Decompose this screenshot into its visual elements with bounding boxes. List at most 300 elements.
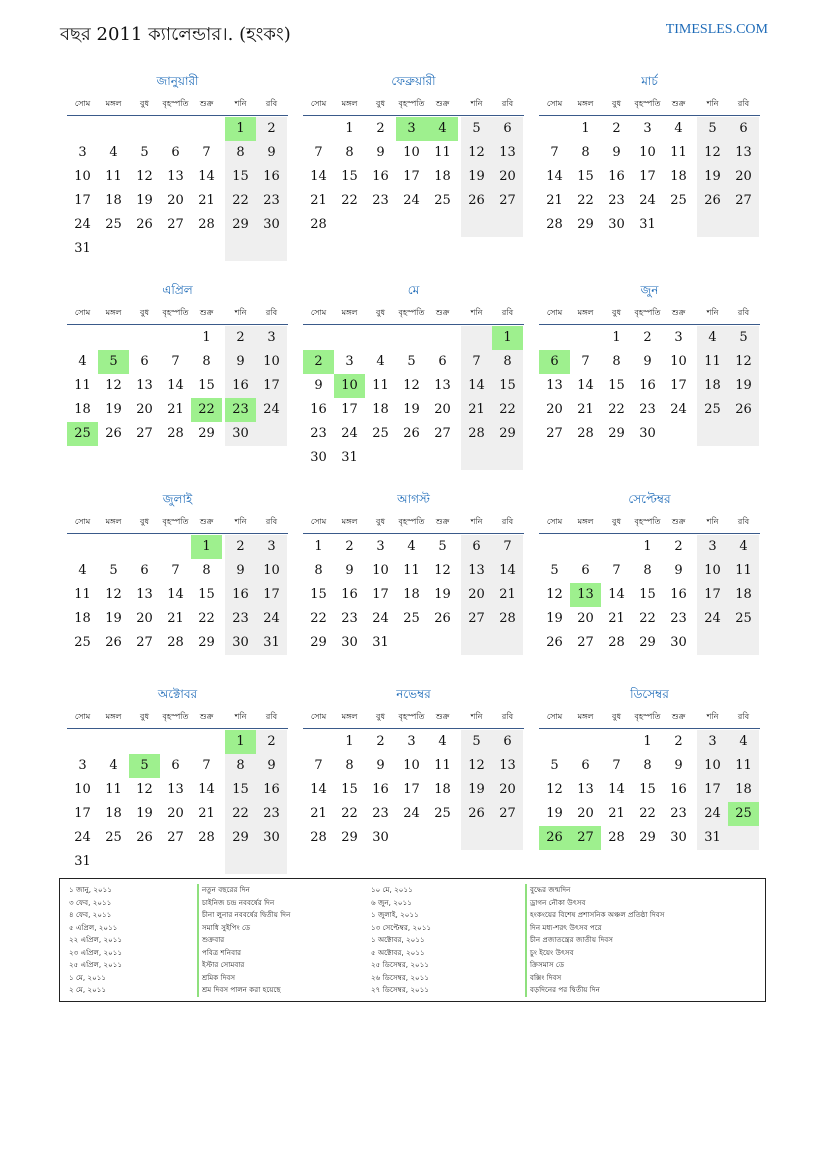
weekday-label: সোম <box>546 517 563 526</box>
day-cell: 18 <box>74 611 91 626</box>
day-cell: 29 <box>499 426 516 441</box>
day-cell: 9 <box>376 145 385 160</box>
day-cell: 17 <box>74 806 91 821</box>
day-cell: 25 <box>434 806 451 821</box>
weekday-label: রবি <box>265 712 278 721</box>
weekday-label: রবি <box>501 99 514 108</box>
day-cell: 12 <box>546 782 563 797</box>
holiday-day-cell: 3 <box>396 117 427 141</box>
legend-date: ৬ জুন, ২০১১ <box>371 897 412 907</box>
day-cell: 29 <box>608 426 625 441</box>
day-cell: 29 <box>232 217 249 232</box>
day-cell: 8 <box>643 563 652 578</box>
day-cell: 3 <box>345 354 354 369</box>
header-rule <box>539 115 760 116</box>
day-cell: 11 <box>704 354 721 369</box>
day-cell: 29 <box>639 830 656 845</box>
day-cell: 11 <box>735 758 752 773</box>
day-cell: 1 <box>314 539 323 554</box>
weekday-label: রবি <box>501 308 514 317</box>
day-cell: 10 <box>403 758 420 773</box>
day-cell: 11 <box>74 378 91 393</box>
legend-holiday-name: চীনা লুনার নববর্ষের দ্বিতীয় দিন <box>197 909 290 922</box>
header-rule <box>303 115 524 116</box>
weekday-label: রবি <box>737 99 750 108</box>
legend-holiday-name: সমাধি সুইপিং ডে <box>197 922 250 935</box>
month-name: নভেম্বর <box>396 687 431 701</box>
day-cell: 31 <box>74 854 91 869</box>
weekday-label: রবি <box>265 308 278 317</box>
day-cell: 25 <box>74 635 91 650</box>
day-cell: 31 <box>263 635 280 650</box>
day-cell: 14 <box>468 378 485 393</box>
day-cell: 7 <box>612 563 621 578</box>
day-cell: 13 <box>499 145 516 160</box>
day-cell: 20 <box>167 806 184 821</box>
weekday-label: মঙ্গল <box>577 99 594 108</box>
day-cell: 7 <box>581 354 590 369</box>
day-cell: 30 <box>310 450 327 465</box>
day-cell: 6 <box>140 563 149 578</box>
day-cell: 5 <box>550 758 559 773</box>
header-rule <box>67 533 288 534</box>
day-cell: 2 <box>236 539 245 554</box>
weekday-label: বৃহস্পতি <box>162 517 189 526</box>
day-cell: 18 <box>403 587 420 602</box>
day-cell: 9 <box>376 758 385 773</box>
day-cell: 6 <box>581 563 590 578</box>
day-cell: 4 <box>438 734 447 749</box>
day-cell: 26 <box>704 193 721 208</box>
day-cell: 7 <box>202 145 211 160</box>
legend-date: ১ জানু, ২০১১ <box>69 885 112 894</box>
day-cell: 5 <box>708 121 717 136</box>
weekday-label: বুধ <box>376 99 385 108</box>
day-cell: 21 <box>310 193 327 208</box>
holiday-day-cell: 6 <box>539 350 570 374</box>
day-cell: 25 <box>105 217 122 232</box>
day-cell: 25 <box>735 611 752 626</box>
day-cell: 14 <box>198 169 215 184</box>
day-cell: 16 <box>372 782 389 797</box>
weekday-label: মঙ্গল <box>577 517 594 526</box>
day-cell: 17 <box>704 587 721 602</box>
day-cell: 30 <box>670 830 687 845</box>
header-rule <box>67 115 288 116</box>
day-cell: 31 <box>704 830 721 845</box>
holiday-day-cell: 1 <box>225 730 256 754</box>
month-name: জুন <box>640 283 659 297</box>
day-cell: 25 <box>105 830 122 845</box>
day-cell: 5 <box>407 354 416 369</box>
day-cell: 1 <box>345 121 354 136</box>
weekday-label: শুক্র <box>671 99 686 108</box>
weekday-label: মঙ্গল <box>577 308 594 317</box>
day-cell: 4 <box>109 145 118 160</box>
day-cell: 3 <box>708 734 717 749</box>
day-cell: 17 <box>263 378 280 393</box>
day-cell: 31 <box>639 217 656 232</box>
day-cell: 22 <box>499 402 516 417</box>
day-cell: 9 <box>267 145 276 160</box>
holiday-day-cell: 27 <box>570 826 601 850</box>
day-cell: 22 <box>232 806 249 821</box>
day-cell: 12 <box>105 587 122 602</box>
weekday-label: শনি <box>706 517 719 526</box>
day-cell: 30 <box>372 830 389 845</box>
day-cell: 18 <box>704 378 721 393</box>
day-cell: 28 <box>546 217 563 232</box>
day-cell: 6 <box>438 354 447 369</box>
weekday-label: বুধ <box>376 308 385 317</box>
day-cell: 28 <box>608 635 625 650</box>
month-name: ডিসেম্বর <box>630 687 669 701</box>
weekday-label: বৃহস্পতি <box>634 712 661 721</box>
day-cell: 23 <box>232 611 249 626</box>
day-cell: 19 <box>105 402 122 417</box>
day-cell: 16 <box>263 169 280 184</box>
weekday-label: শুক্র <box>199 99 214 108</box>
day-cell: 11 <box>735 563 752 578</box>
weekday-label: সোম <box>310 99 327 108</box>
holiday-day-cell: 1 <box>191 535 222 559</box>
day-cell: 8 <box>612 354 621 369</box>
day-cell: 11 <box>670 145 687 160</box>
day-cell: 27 <box>136 426 153 441</box>
day-cell: 19 <box>704 169 721 184</box>
day-cell: 22 <box>639 806 656 821</box>
weekday-label: সোম <box>546 712 563 721</box>
day-cell: 13 <box>136 587 153 602</box>
legend-holiday-name: চীন প্রজাতন্ত্রের জাতীয় দিবস <box>525 934 613 947</box>
day-cell: 9 <box>674 563 683 578</box>
day-cell: 17 <box>341 402 358 417</box>
day-cell: 15 <box>198 587 215 602</box>
day-cell: 27 <box>434 426 451 441</box>
day-cell: 2 <box>612 121 621 136</box>
day-cell: 24 <box>403 193 420 208</box>
day-cell: 16 <box>310 402 327 417</box>
day-cell: 15 <box>577 169 594 184</box>
day-cell: 3 <box>376 539 385 554</box>
day-cell: 23 <box>310 426 327 441</box>
day-cell: 27 <box>735 193 752 208</box>
day-cell: 31 <box>74 241 91 256</box>
months-grid <box>67 70 760 870</box>
weekday-label: শুক্র <box>199 308 214 317</box>
holiday-day-cell: 4 <box>427 117 458 141</box>
day-cell: 20 <box>577 806 594 821</box>
day-cell: 23 <box>341 611 358 626</box>
weekday-label: বুধ <box>376 712 385 721</box>
day-cell: 16 <box>341 587 358 602</box>
month-name: সেপ্টেম্বর <box>628 492 671 506</box>
day-cell: 11 <box>403 563 420 578</box>
day-cell: 7 <box>550 145 559 160</box>
weekday-label: মঙ্গল <box>341 308 358 317</box>
day-cell: 5 <box>550 563 559 578</box>
day-cell: 16 <box>670 587 687 602</box>
day-cell: 7 <box>472 354 481 369</box>
weekday-label: বৃহস্পতি <box>162 308 189 317</box>
weekday-label: সোম <box>74 99 91 108</box>
weekday-label: রবি <box>265 517 278 526</box>
day-cell: 2 <box>376 734 385 749</box>
weekday-label: বুধ <box>140 99 149 108</box>
day-cell: 20 <box>136 611 153 626</box>
day-cell: 6 <box>171 758 180 773</box>
day-cell: 26 <box>434 611 451 626</box>
day-cell: 27 <box>167 217 184 232</box>
weekday-label: বুধ <box>612 712 621 721</box>
day-cell: 19 <box>136 806 153 821</box>
day-cell: 24 <box>74 217 91 232</box>
day-cell: 24 <box>670 402 687 417</box>
day-cell: 20 <box>167 193 184 208</box>
weekday-label: শুক্র <box>435 99 450 108</box>
day-cell: 4 <box>739 734 748 749</box>
weekday-label: মঙ্গল <box>105 99 122 108</box>
day-cell: 14 <box>310 782 327 797</box>
day-cell: 13 <box>167 169 184 184</box>
day-cell: 24 <box>263 611 280 626</box>
weekday-label: মঙ্গল <box>105 308 122 317</box>
day-cell: 8 <box>314 563 323 578</box>
day-cell: 4 <box>739 539 748 554</box>
day-cell: 19 <box>105 611 122 626</box>
holiday-day-cell: 5 <box>98 350 129 374</box>
day-cell: 22 <box>608 402 625 417</box>
day-cell: 18 <box>105 806 122 821</box>
day-cell: 22 <box>341 806 358 821</box>
day-cell: 15 <box>341 169 358 184</box>
day-cell: 17 <box>403 782 420 797</box>
legend-holiday-name: চাইনিজ চন্দ্র নববর্ষের দিন <box>197 897 274 910</box>
legend-date: ২৩ এপ্রিল, ২০১১ <box>69 947 123 957</box>
weekday-label: রবি <box>265 99 278 108</box>
day-cell: 8 <box>202 354 211 369</box>
day-cell: 21 <box>499 587 516 602</box>
day-cell: 21 <box>167 402 184 417</box>
header-rule <box>303 728 524 729</box>
day-cell: 4 <box>674 121 683 136</box>
legend-date: ২৫ এপ্রিল, ২০১১ <box>69 960 123 969</box>
day-cell: 26 <box>105 426 122 441</box>
weekday-label: মঙ্গল <box>341 517 358 526</box>
weekday-label: বুধ <box>612 517 621 526</box>
weekday-label: বৃহস্পতি <box>634 99 661 108</box>
weekday-label: বৃহস্পতি <box>398 308 425 317</box>
day-cell: 19 <box>468 169 485 184</box>
day-cell: 3 <box>407 734 416 749</box>
day-cell: 11 <box>105 169 122 184</box>
day-cell: 24 <box>704 806 721 821</box>
day-cell: 17 <box>372 587 389 602</box>
day-cell: 25 <box>403 611 420 626</box>
day-cell: 11 <box>74 587 91 602</box>
day-cell: 17 <box>263 587 280 602</box>
day-cell: 6 <box>140 354 149 369</box>
day-cell: 5 <box>109 563 118 578</box>
day-cell: 30 <box>639 426 656 441</box>
day-cell: 15 <box>198 378 215 393</box>
day-cell: 24 <box>704 611 721 626</box>
day-cell: 11 <box>105 782 122 797</box>
day-cell: 21 <box>310 806 327 821</box>
day-cell: 14 <box>608 587 625 602</box>
weekday-label: সোম <box>74 712 91 721</box>
day-cell: 10 <box>403 145 420 160</box>
day-cell: 21 <box>577 402 594 417</box>
day-cell: 3 <box>78 145 87 160</box>
day-cell: 30 <box>232 635 249 650</box>
day-cell: 4 <box>78 563 87 578</box>
month-name: মে <box>407 283 420 297</box>
weekday-label: শনি <box>234 308 247 317</box>
weekday-label: বৃহস্পতি <box>398 712 425 721</box>
legend-holiday-name: শুক্রবার <box>197 934 224 947</box>
day-cell: 12 <box>136 782 153 797</box>
day-cell: 15 <box>341 782 358 797</box>
weekday-label: শনি <box>706 712 719 721</box>
header-rule <box>67 728 288 729</box>
legend-date: ২৫ ডিসেম্বর, ২০১১ <box>371 960 430 969</box>
day-cell: 9 <box>314 378 323 393</box>
day-cell: 10 <box>704 758 721 773</box>
legend-holiday-name: পবিত্র শনিবার <box>197 947 241 960</box>
weekday-label: সোম <box>74 308 91 317</box>
day-cell: 28 <box>608 830 625 845</box>
day-cell: 9 <box>236 563 245 578</box>
legend-holiday-name: নতুন বছরের দিন <box>197 884 250 897</box>
legend-date: ২ মে, ২০১১ <box>69 985 107 994</box>
weekday-label: বৃহস্পতি <box>162 99 189 108</box>
day-cell: 29 <box>639 635 656 650</box>
legend-holiday-name: বড়দিনের পর দ্বিতীয় দিন <box>525 984 600 997</box>
day-cell: 21 <box>608 611 625 626</box>
day-cell: 14 <box>546 169 563 184</box>
day-cell: 19 <box>468 782 485 797</box>
header-rule <box>303 324 524 325</box>
day-cell: 18 <box>434 169 451 184</box>
day-cell: 2 <box>267 734 276 749</box>
day-cell: 16 <box>639 378 656 393</box>
month-name: এপ্রিল <box>162 283 193 297</box>
weekday-label: শনি <box>470 712 483 721</box>
day-cell: 20 <box>735 169 752 184</box>
day-cell: 4 <box>376 354 385 369</box>
day-cell: 13 <box>468 563 485 578</box>
day-cell: 16 <box>263 782 280 797</box>
day-cell: 23 <box>372 806 389 821</box>
weekday-label: শনি <box>706 308 719 317</box>
day-cell: 8 <box>236 145 245 160</box>
day-cell: 29 <box>198 426 215 441</box>
weekday-label: বৃহস্পতি <box>398 517 425 526</box>
day-cell: 23 <box>608 193 625 208</box>
day-cell: 23 <box>670 806 687 821</box>
day-cell: 21 <box>198 193 215 208</box>
day-cell: 8 <box>643 758 652 773</box>
day-cell: 30 <box>341 635 358 650</box>
day-cell: 22 <box>232 193 249 208</box>
weekday-label: রবি <box>737 517 750 526</box>
weekday-label: শুক্র <box>671 712 686 721</box>
legend-date: ৩ ফেব, ২০১১ <box>69 897 112 907</box>
day-cell: 26 <box>546 635 563 650</box>
day-cell: 9 <box>674 758 683 773</box>
day-cell: 4 <box>708 330 717 345</box>
day-cell: 24 <box>403 806 420 821</box>
header-rule <box>67 324 288 325</box>
day-cell: 25 <box>434 193 451 208</box>
weekday-label: বৃহস্পতি <box>634 517 661 526</box>
day-cell: 19 <box>735 378 752 393</box>
day-cell: 3 <box>78 758 87 773</box>
day-cell: 22 <box>198 611 215 626</box>
day-cell: 23 <box>639 402 656 417</box>
day-cell: 19 <box>136 193 153 208</box>
legend-holiday-name: চুং ইয়েং উৎসব <box>525 947 574 960</box>
day-cell: 27 <box>136 635 153 650</box>
day-cell: 25 <box>704 402 721 417</box>
holiday-day-cell: 26 <box>539 826 570 850</box>
day-cell: 18 <box>670 169 687 184</box>
day-cell: 24 <box>372 611 389 626</box>
day-cell: 4 <box>407 539 416 554</box>
day-cell: 14 <box>608 782 625 797</box>
day-cell: 12 <box>105 378 122 393</box>
day-cell: 24 <box>639 193 656 208</box>
day-cell: 10 <box>372 563 389 578</box>
day-cell: 27 <box>499 193 516 208</box>
day-cell: 27 <box>577 635 594 650</box>
site-link[interactable]: TIMESLES.COM <box>665 22 768 37</box>
day-cell: 17 <box>74 193 91 208</box>
day-cell: 28 <box>198 830 215 845</box>
day-cell: 9 <box>267 758 276 773</box>
day-cell: 15 <box>310 587 327 602</box>
holiday-day-cell: 25 <box>67 422 98 446</box>
day-cell: 20 <box>468 587 485 602</box>
day-cell: 11 <box>372 378 389 393</box>
day-cell: 14 <box>310 169 327 184</box>
legend-date: ১ জুলাই, ২০১১ <box>371 910 419 919</box>
day-cell: 17 <box>670 378 687 393</box>
day-cell: 19 <box>546 611 563 626</box>
day-cell: 20 <box>136 402 153 417</box>
day-cell: 1 <box>612 330 621 345</box>
day-cell: 1 <box>581 121 590 136</box>
day-cell: 16 <box>232 587 249 602</box>
day-cell: 13 <box>577 782 594 797</box>
legend-date: ৫ অক্টোবর, ২০১১ <box>371 947 425 957</box>
day-cell: 28 <box>167 635 184 650</box>
holiday-day-cell: 5 <box>129 754 160 778</box>
day-cell: 15 <box>639 587 656 602</box>
legend-date: ২৭ ডিসেম্বর, ২০১১ <box>371 985 430 994</box>
holiday-day-cell: 13 <box>570 583 601 607</box>
day-cell: 28 <box>499 611 516 626</box>
page-title: বছর 2011 ক্যালেন্ডার।. (হংকং) <box>60 24 291 45</box>
day-cell: 10 <box>74 782 91 797</box>
day-cell: 15 <box>232 782 249 797</box>
holiday-day-cell: 22 <box>191 398 222 422</box>
day-cell: 26 <box>468 806 485 821</box>
legend-date: ৪ ফেব, ২০১১ <box>69 910 112 919</box>
day-cell: 23 <box>263 193 280 208</box>
day-cell: 15 <box>499 378 516 393</box>
